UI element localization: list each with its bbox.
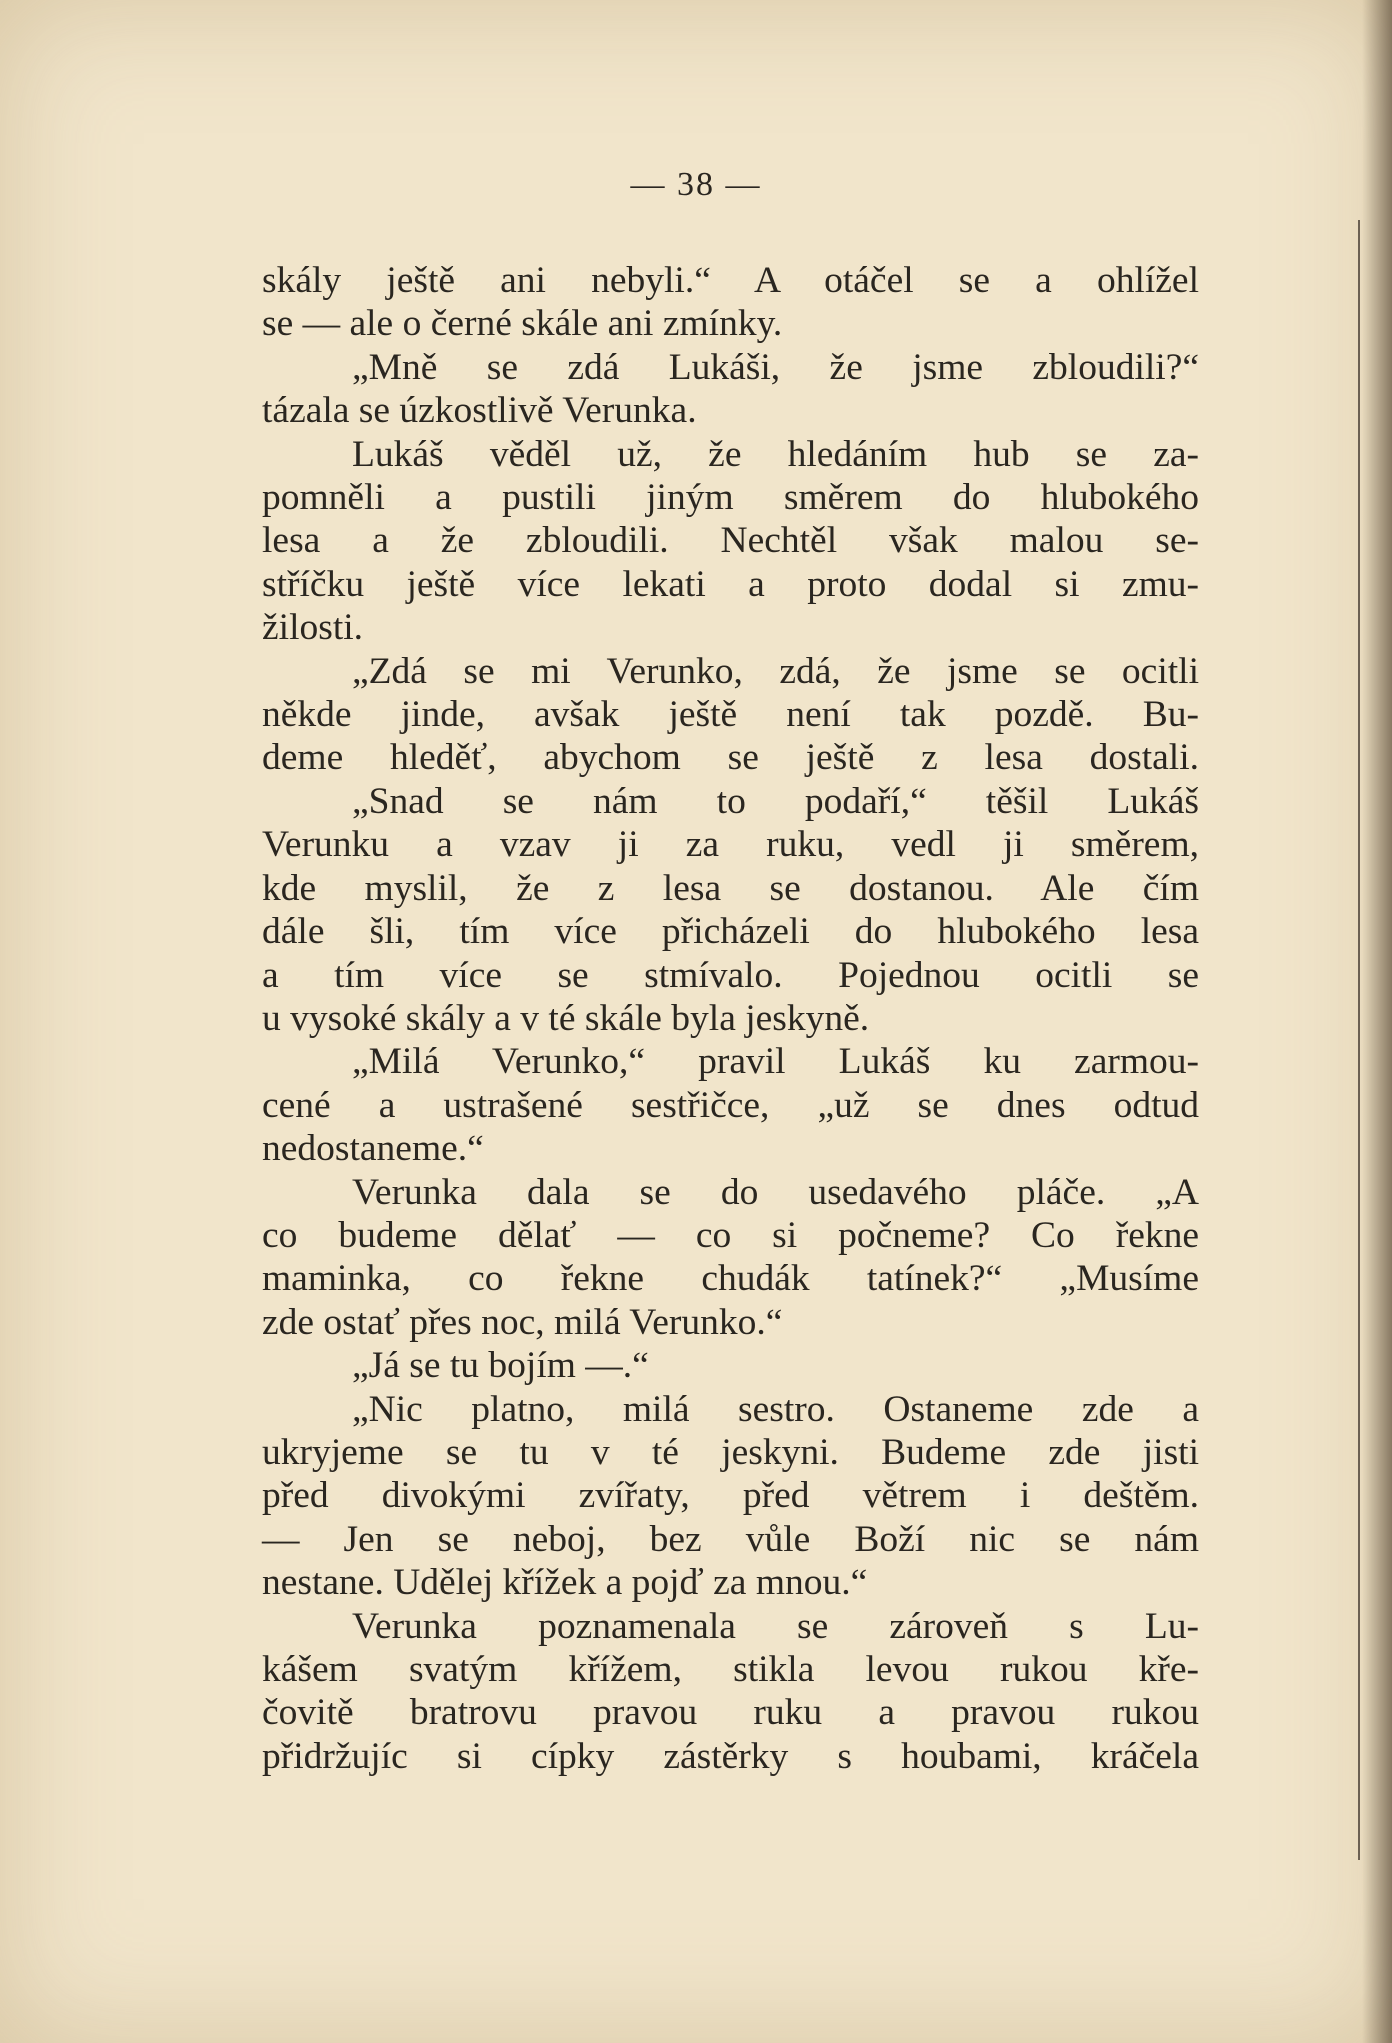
text-line: žilosti. bbox=[262, 607, 364, 649]
text-line: pomněli a pustili jiným směrem do hlubokého bbox=[262, 477, 1199, 519]
text-line: nestane. Udělej křížek a pojď za mnou.“ bbox=[262, 1562, 868, 1604]
text-line: cené a ustrašené sestřičce, „už se dnes odtud bbox=[262, 1084, 1199, 1126]
text-line: ukryjeme se tu v té jeskyni. Budeme zde jisti bbox=[262, 1431, 1199, 1473]
text-line: u vysoké skály a v té skále byla jeskyně. bbox=[262, 997, 870, 1039]
text-line: kde myslil, že z lesa se dostanou. Ale čím bbox=[262, 867, 1199, 909]
text-line: zde ostať přes noc, milá Verunko.“ bbox=[262, 1301, 783, 1343]
body-text bbox=[262, 259, 1199, 1778]
text-line: deme hleděť, abychom se ještě z lesa dostali. bbox=[262, 737, 1199, 779]
text-line: „Milá Verunko,“ pravil Lukáš ku zarmou- bbox=[352, 1041, 1199, 1083]
text-line: maminka, co řekne chudák tatínek?“ „Musíme bbox=[262, 1258, 1199, 1300]
text-line: skály ještě ani nebyli.“ A otáčel se a ohlížel bbox=[262, 260, 1199, 301]
text-line: „Zdá se mi Verunko, zdá, že jsme se ocitli bbox=[352, 650, 1199, 692]
text-line: stříčku ještě více lekati a proto dodal si zmu- bbox=[262, 563, 1199, 605]
text-line: čovitě bratrovu pravou ruku a pravou rukou bbox=[262, 1692, 1199, 1734]
text-line: přidržujíc si cípky zástěrky s houbami, kráčela bbox=[262, 1735, 1199, 1777]
text-line: kášem svatým křížem, stikla levou rukou kře- bbox=[262, 1649, 1199, 1690]
text-line: „Snad se nám to podaří,“ těšil Lukáš bbox=[352, 780, 1199, 822]
text-line: tázala se úzkostlivě Verunka. bbox=[262, 390, 697, 432]
text-line: nedostaneme.“ bbox=[262, 1128, 484, 1170]
text-line: Lukáš věděl už, že hledáním hub se za- bbox=[352, 433, 1199, 475]
page-number: — 38 — bbox=[630, 166, 762, 203]
text-line: „Mně se zdá Lukáši, že jsme zbloudili?“ bbox=[352, 346, 1199, 388]
text-line: „Nic platno, milá sestro. Ostaneme zde a bbox=[352, 1388, 1199, 1430]
text-line: před divokými zvířaty, před větrem i deštěm. bbox=[262, 1475, 1199, 1517]
spine-edge-line bbox=[1358, 220, 1360, 1860]
text-line: — Jen se neboj, bez vůle Boží nic se nám bbox=[262, 1518, 1199, 1560]
text-line: co budeme dělať — co si počneme? Co řekne bbox=[262, 1214, 1199, 1256]
text-line: někde jinde, avšak ještě není tak pozdě. Bu- bbox=[262, 694, 1199, 736]
text-line: Verunka dala se do usedavého pláče. „A bbox=[352, 1171, 1199, 1213]
spine-shadow bbox=[1362, 0, 1392, 2043]
text-line: Verunka poznamenala se zároveň s Lu- bbox=[352, 1605, 1199, 1647]
text-line: se — ale o černé skále ani zmínky. bbox=[262, 303, 783, 345]
text-line: dále šli, tím více přicházeli do hlubokého lesa bbox=[262, 911, 1199, 953]
text-line: lesa a že zbloudili. Nechtěl však malou se- bbox=[262, 520, 1199, 562]
text-line: „Já se tu bojím —.“ bbox=[352, 1345, 649, 1387]
text-line: Verunku a vzav ji za ruku, vedl ji směrem, bbox=[262, 824, 1199, 866]
text-line: a tím více se stmívalo. Pojednou ocitli se bbox=[262, 954, 1199, 996]
